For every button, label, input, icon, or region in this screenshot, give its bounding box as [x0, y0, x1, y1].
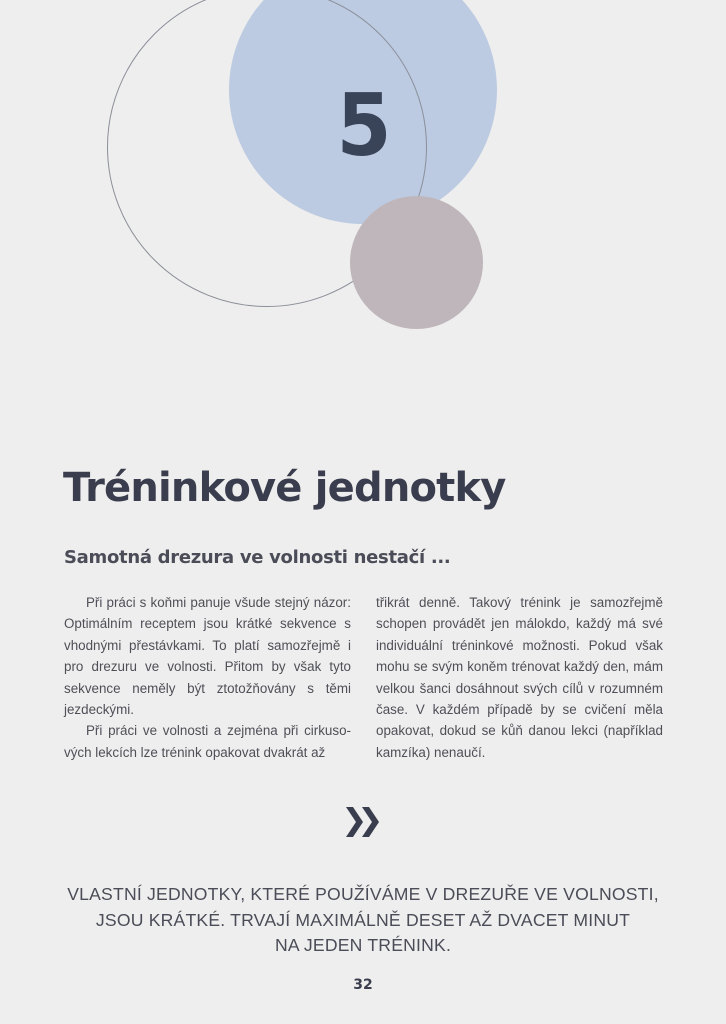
pull-quote — [40, 882, 686, 959]
body-paragraph: Při práci ve volnosti a zejména při cirkusových lekcích lze trénink opakovat dvakrát až — [64, 723, 351, 760]
decorative-taupe-circle — [350, 196, 483, 329]
body-column-left — [64, 592, 351, 763]
body-paragraph: Při práci s koňmi panuje všude stejný názor: Optimálním receptem jsou krátké sekvence s vhodnými přestávkami. To platí samozřejmě i pro drezuru ve volnosti. Přitom by však tyto sekvence neměly být ztotožňovány s těmi jezdeckými. — [64, 595, 351, 718]
pull-quote-line: NA JEDEN TRÉNINK. — [274, 935, 452, 955]
chapter-number: 5 — [336, 76, 392, 176]
section-subtitle: Samotná drezura ve volnosti nestačí ... — [64, 547, 451, 568]
page-title: Tréninkové jednotky — [63, 465, 506, 511]
body-paragraph-continued: třikrát denně. Takový trénink je samozřejmě schopen provádět jen málokdo, každý má své individuální tréninkové možnosti. Pokud však mohu se svým koněm trénovat každý den, mám velkou šanci dosáhnout svých cílů v rozumném čase. V každém případě by se cvičení měla opakovat, dokud se kůň danou lekci (například kamzíka) nenaučí. — [376, 595, 663, 760]
pull-quote-line: VLASTNÍ JEDNOTKY, KTERÉ POUŽÍVÁME V DREZUŘE VE VOLNOSTI, — [67, 884, 659, 904]
pull-quote-line: JSOU KRÁTKÉ. TRVAJÍ MAXIMÁLNĚ DESET AŽ DVACET MINUT — [95, 909, 631, 930]
page-number: 32 — [353, 977, 373, 993]
double-chevron-right-icon — [344, 804, 382, 840]
body-column-right — [376, 592, 663, 763]
